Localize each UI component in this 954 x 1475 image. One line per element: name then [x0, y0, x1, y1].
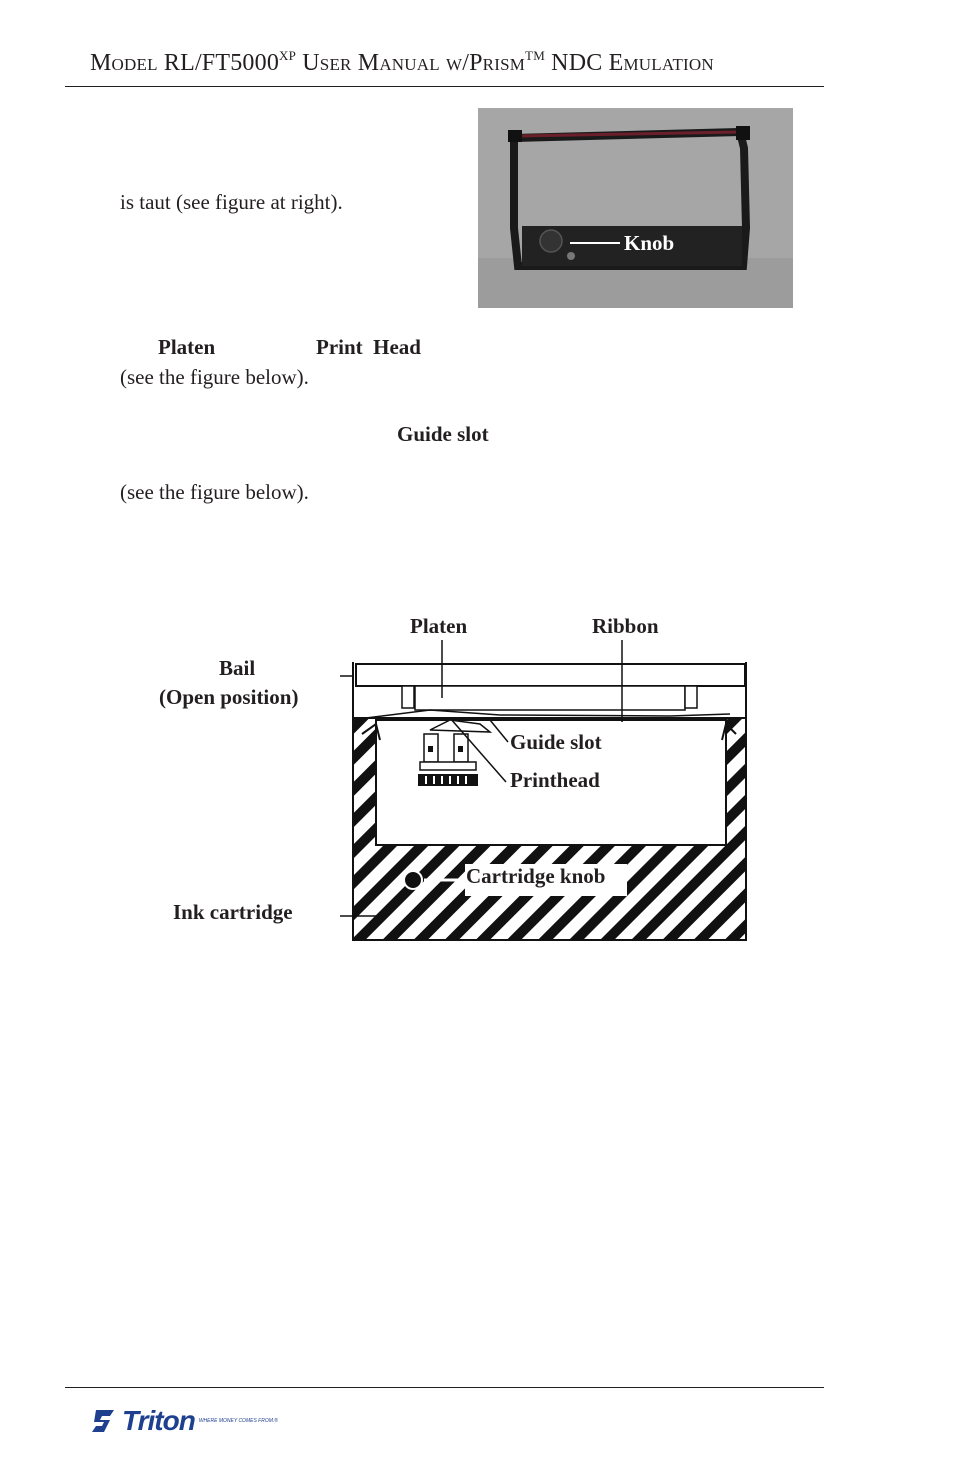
text-platen: Platen — [158, 335, 216, 359]
text-see-figure-1: (see the figure below). — [120, 365, 309, 389]
label-printhead: Printhead — [510, 768, 600, 792]
label-guide-slot: Guide slot — [510, 730, 602, 754]
text-guide-slot: Guide slot — [397, 422, 489, 446]
label-bail: Bail — [219, 656, 256, 680]
page-header — [90, 50, 714, 77]
ribbon-cartridge-photo — [478, 108, 793, 308]
label-platen: Platen — [410, 614, 468, 638]
triton-logo — [90, 1405, 278, 1437]
footer-rule — [65, 1387, 824, 1388]
text-see-figure-2: (see the figure below). — [120, 480, 309, 504]
photo-knob-label: Knob — [624, 231, 675, 255]
logo-text: Triton — [122, 1405, 195, 1436]
header-model-word: Model — [90, 50, 158, 76]
header-emulation: NDC Emulation — [551, 50, 714, 76]
label-ribbon: Ribbon — [592, 614, 659, 638]
text-taut: is taut (see figure at right). — [120, 190, 343, 214]
ribbon-cartridge-illustration — [478, 108, 793, 308]
label-ink-cartridge: Ink cartridge — [173, 900, 293, 924]
triton-mark-icon — [90, 1408, 118, 1434]
label-cartridge-knob: Cartridge knob — [466, 864, 606, 888]
header-model-sup: XP — [279, 48, 297, 63]
header-user-manual: User Manual w/Prism™ — [302, 48, 545, 76]
header-model-number: $RL/FT5000^{XP}$ — [163, 48, 297, 76]
header-rule — [65, 86, 824, 87]
logo-tagline: WHERE MONEY COMES FROM.® — [198, 1418, 278, 1424]
text-print-head: Print Head — [316, 335, 421, 359]
printer-diagram — [340, 640, 760, 950]
label-open-position: (Open position) — [159, 685, 299, 709]
header-tm: TM — [525, 48, 545, 63]
